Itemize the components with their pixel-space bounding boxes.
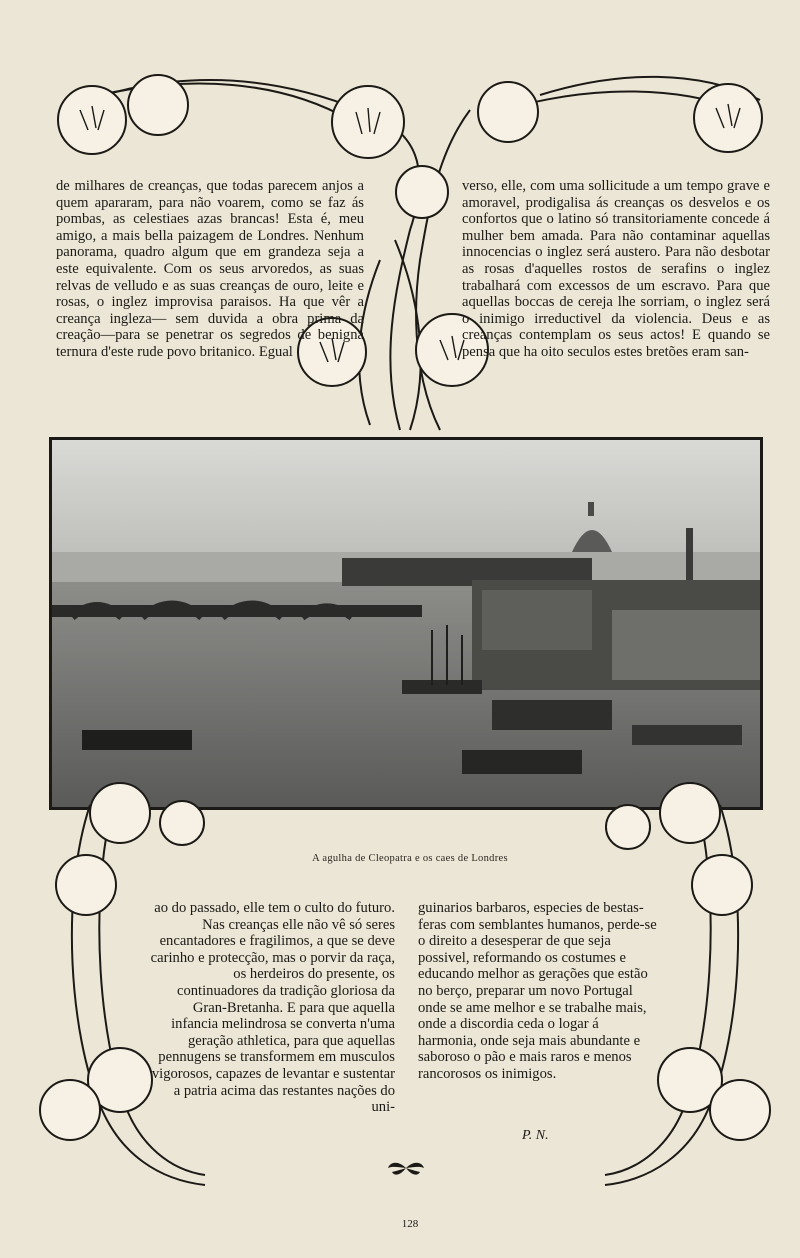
photo-caption: A agulha de Cleopatra e os caes de Londres: [312, 853, 508, 864]
london-photograph: [49, 437, 763, 810]
photo-illustration: [52, 440, 760, 807]
text-column-bottom-right: [418, 900, 658, 1083]
author-signature: P. N.: [522, 1128, 549, 1143]
fleuron-icon: [386, 1158, 426, 1178]
text-column-bottom-left: [150, 900, 395, 1116]
text-column-top-right: [462, 178, 770, 361]
paragraph: ao do passado, elle tem o culto do futuro. Nas creanças elle não vê só seres encantadores e fragilimos, a que se deve carinho e protecção, mas o porvir da raça, os herdeiros do presente, os continuadores da tradição gloriosa da Gran-Bretanha. E para que aquella infancia melindrosa se converta n'uma geração athletica, para que aquellas pennugens se transformem em musculos vigorosos, capazes de levantar e sustentar a patria acima das restantes nações do uni-: [150, 900, 395, 1116]
text-column-top-left: [56, 178, 364, 361]
paragraph: guinarios barbaros, especies de bestas-feras com semblantes humanos, perde-se o direito a desesperar de que seja possivel, reformando os costumes e educando melhor as gerações que estão no berço, preparar um novo Portugal onde se ame melhor e se trabalhe mais, onde a discordia ceda o logar á harmonia, onde seja mais abundante e saboroso o pão e mais raros e menos rancorosos os inimigos.: [418, 900, 657, 1082]
paragraph: de milhares de creanças, que todas parecem anjos a quem apararam, para não voarem, como se faz ás pombas, as celestiaes azas brancas! Esta é, meu amigo, a mais bella paizagem de Londres. Nenhum panorama, quadro algum que em grandeza seja a este equivalente. Com os seus arvoredos, as suas relvas de velludo e as suas creanças de ouro, leite e rosas, o inglez improvisa paraisos. Ha que vêr a creança ingleza— sem duvida a obra prima da creação—para se penetrar os segredos de benigna ternura d'este rude povo britanico. Egual: [56, 178, 364, 360]
paragraph: verso, elle, com uma sollicitude a um tempo grave e amoravel, prodigalisa ás creanças os desvelos e os confortos que o latino só transitoriamente concede á mulher bem amada. Para não contaminar aquellas innocencias o inglez será austero. Para não desbotar as rosas d'aquelles rostos de serafins o inglez trabalhará com excessos de um escravo. Para que aquellas boccas de cereja lhe sorriam, o inglez será o inimigo irreductivel da violencia. Deus e as creanças contemplam os seus actos! E quando se pensa que ha oito seculos estes bretões eram san-: [462, 178, 770, 360]
page-number: 128: [401, 1218, 419, 1230]
